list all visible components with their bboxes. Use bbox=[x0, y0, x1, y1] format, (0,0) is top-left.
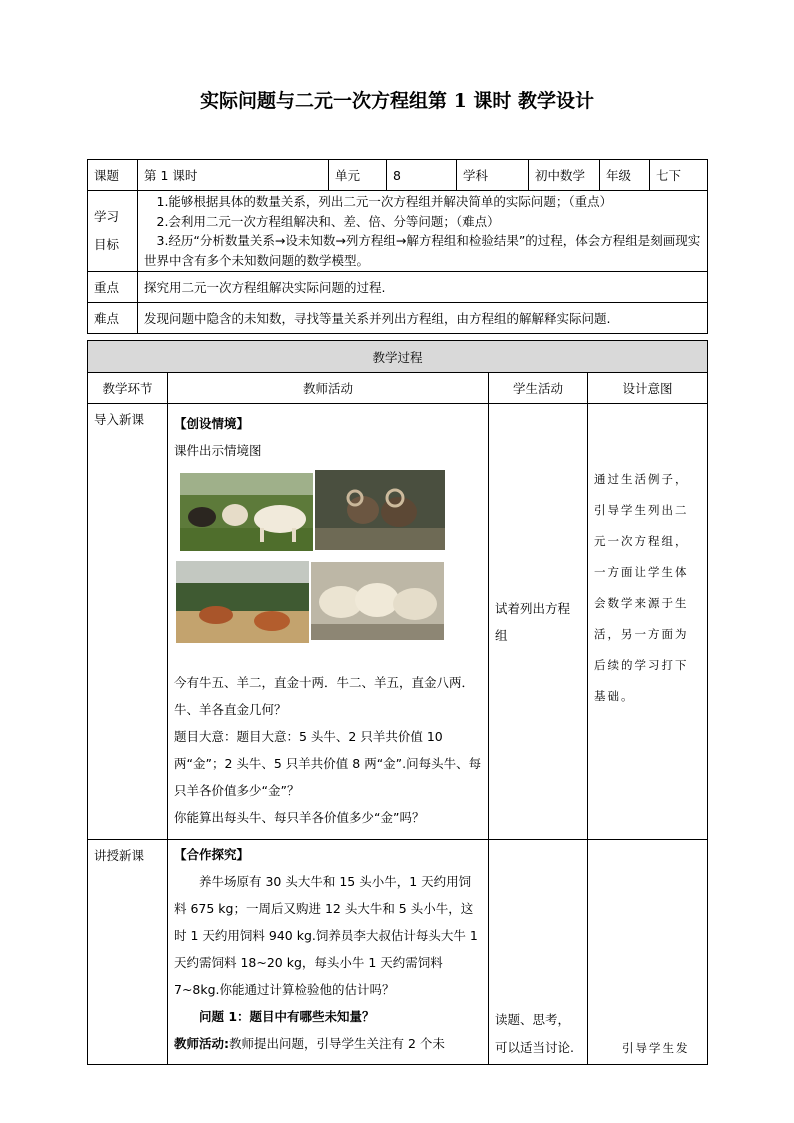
teacher-activity-intro bbox=[168, 404, 489, 840]
activity-label: 教师活动: bbox=[174, 1036, 229, 1051]
goal-item: 1.能够根据具体的数量关系，列出二元一次方程组并解决简单的实际问题；（重点） bbox=[156, 194, 613, 209]
stage-new-lesson: 讲授新课 bbox=[88, 840, 168, 1065]
document-title: 实际问题与二元一次方程组第 1 课时 教学设计 bbox=[199, 90, 595, 112]
teacher-activity-new bbox=[168, 840, 489, 1065]
stage-intro: 导入新课 bbox=[88, 404, 168, 840]
grade-label: 年级 bbox=[600, 160, 650, 191]
subject-value: 初中数学 bbox=[529, 160, 600, 191]
scenario-images bbox=[174, 467, 482, 663]
sheep-photo bbox=[311, 562, 444, 640]
learning-goals bbox=[138, 191, 708, 272]
goal-item: 3.经历“分析数量关系→设未知数→列方程组→解方程组和检验结果”的过程，体会方程组是刻画现实世界中含有多个未知数问题的数学模型。 bbox=[144, 233, 701, 268]
goals-label bbox=[88, 191, 138, 272]
unit-label: 单元 bbox=[329, 160, 387, 191]
difficulty-value: 发现问题中隐含的未知数，寻找等量关系并列出方程组，由方程组的解解释实际问题. bbox=[138, 303, 708, 334]
highland-cattle-photo bbox=[176, 561, 309, 643]
goals-label-line1: 学习 bbox=[94, 209, 120, 224]
header-teacher: 教师活动 bbox=[168, 373, 489, 404]
design-intent-intro: 通过生活例子，引导学生列出二元一次方程组，一方面让学生体会数学来源于生活，另一方面为后续的学习打下基础。 bbox=[588, 404, 708, 840]
goals-label-line2: 目标 bbox=[94, 237, 120, 252]
unit-value: 8 bbox=[387, 160, 457, 191]
student-activity-new: 读题、思考，可以适当讨论. bbox=[489, 840, 588, 1065]
question-1: 问题 1：题目中有哪些未知量？ bbox=[199, 1009, 375, 1024]
header-stage: 教学环节 bbox=[88, 373, 168, 404]
header-student: 学生活动 bbox=[489, 373, 588, 404]
topic-value: 第 1 课时 bbox=[138, 160, 329, 191]
key-point-label: 重点 bbox=[88, 272, 138, 303]
activity-text: 教师提出问题，引导学生关注有 2 个未 bbox=[229, 1036, 445, 1051]
section-heading: 【创设情境】 bbox=[174, 416, 250, 431]
problem-meaning: 题目大意：题目大意：5 头牛、2 只羊共价值 10 两“金”；2 头牛、5 只羊共价值 8 两“金”.问每头牛、每只羊各价值多少“金”？ bbox=[174, 729, 482, 798]
header-design: 设计意图 bbox=[588, 373, 708, 404]
subject-label: 学科 bbox=[457, 160, 529, 191]
difficulty-label: 难点 bbox=[88, 303, 138, 334]
cattle-photo bbox=[180, 473, 313, 551]
key-point-value: 探究用二元一次方程组解决实际问题的过程. bbox=[138, 272, 708, 303]
teaching-process-table bbox=[87, 340, 708, 1065]
goal-item: 2.会利用二元一次方程组解决和、差、倍、分等问题；（难点） bbox=[156, 213, 500, 229]
exploration-problem: 养牛场原有 30 头大牛和 15 头小牛，1 天约用饲料 675 kg；一周后又购进 12 头大牛和 5 头小牛，这时 1 天约用饲料 940 kg.饲养员李大叔估计每头大牛 1 天约需饲料 18~20 kg，每头小牛 1 天约需饲料 7~8kg.你能通过计算检验他的估计吗？ bbox=[174, 874, 478, 997]
ancient-problem: 今有牛五、羊二，直金十两．牛二、羊五，直金八两．牛、羊各直金几何？ bbox=[174, 675, 475, 717]
student-activity-intro: 试着列出方程组 bbox=[489, 404, 588, 840]
section-title: 教学过程 bbox=[88, 341, 708, 373]
intro-text: 课件出示情境图 bbox=[174, 443, 262, 458]
topic-label: 课题 bbox=[88, 160, 138, 191]
design-intent-new: 引导学生发 bbox=[588, 840, 708, 1065]
ram-photo bbox=[315, 470, 445, 550]
intro-question: 你能算出每头牛、每只羊各价值多少“金”吗？ bbox=[174, 810, 425, 825]
section-heading: 【合作探究】 bbox=[174, 847, 250, 862]
grade-value: 七下 bbox=[650, 160, 708, 191]
lesson-info-table bbox=[87, 159, 708, 334]
teacher-activity-line bbox=[174, 1030, 482, 1057]
